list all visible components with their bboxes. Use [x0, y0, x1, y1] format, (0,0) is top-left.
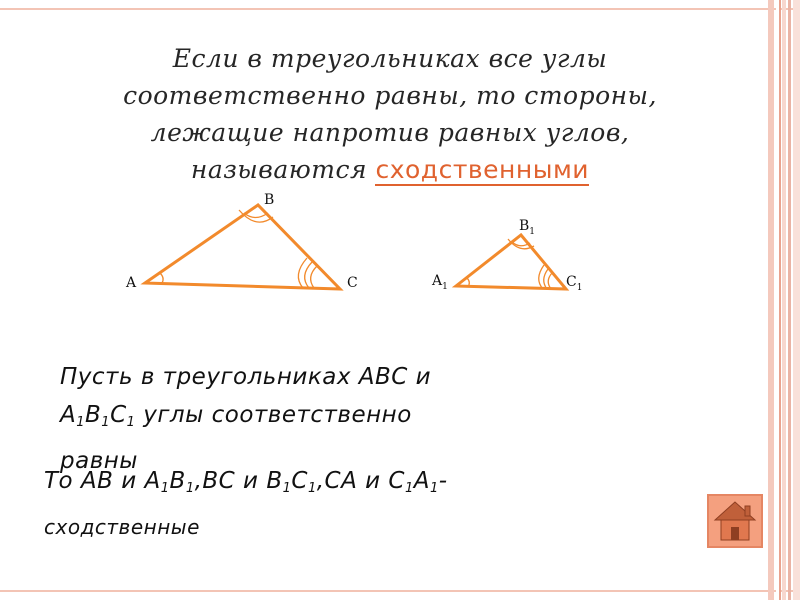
- angle-c1-arc: [544, 269, 548, 289]
- house-icon: [709, 496, 761, 546]
- angle-a-arc: [160, 273, 163, 283]
- conclusion-line-2: сходственные: [44, 515, 200, 539]
- heading-line-1: Если в треугольниках все углы: [172, 44, 608, 73]
- triangle-abc: [125, 192, 358, 291]
- conclusion-paragraph: [44, 462, 644, 546]
- vertex-a-label: A: [126, 275, 137, 291]
- highlight-term: сходственными: [375, 155, 590, 184]
- conclusion-line-1: То AB и $A_1B_1,BC$ и $B_1C_1,CA$ и $C_1A_1-$: [44, 468, 448, 496]
- vertex-c-label: C: [347, 275, 358, 291]
- vertex-b-label: B: [264, 192, 275, 208]
- heading-line-2: соответственно равны, то стороны,: [123, 81, 657, 110]
- triangle-a1b1c1: [431, 218, 582, 293]
- statement-line-1: Пусть в треугольниках ABC и: [60, 364, 432, 390]
- home-button[interactable]: [707, 494, 763, 548]
- heading-line-3: лежащие напротив равных углов,: [150, 118, 630, 147]
- vertex-b1-label: $B_1$: [519, 218, 536, 237]
- vertex-a1-label: $A_1$: [432, 273, 448, 292]
- statement-line-3: равны: [60, 448, 138, 474]
- angle-c-arc: [311, 266, 317, 288]
- angle-c1-arc: [548, 273, 552, 289]
- vertex-c1-label: $C_1$: [566, 274, 583, 293]
- angle-c1-arc: [539, 265, 544, 289]
- statement-line-2: $A_1B_1C_1$ углы соответственно: [60, 402, 412, 430]
- heading-line-4-prefix: называются: [190, 155, 376, 184]
